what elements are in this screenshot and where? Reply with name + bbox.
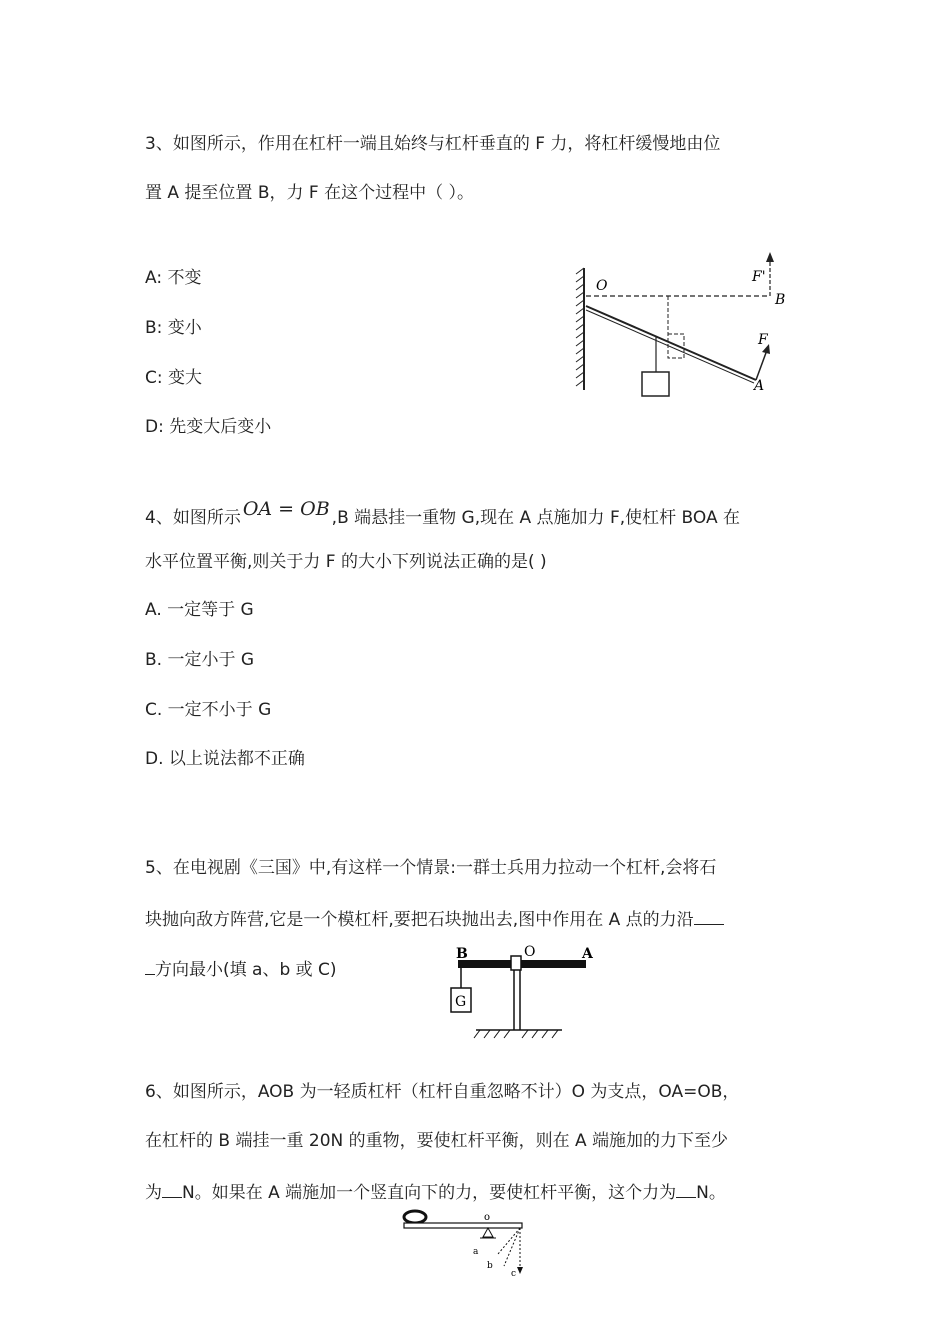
q5-line2-text: 块抛向敌方阵营,它是一个模杠杆,要把石块抛出去,图中作用在 A 点的力沿 [145, 910, 694, 930]
q6-answer-blank-1 [162, 1179, 182, 1198]
q3-label-f-prime: F' [752, 269, 766, 285]
q3-text-line1: 3、如图所示，作用在杠杆一端且始终与杠杆垂直的 F 力，将杠杆缓慢地由位 [145, 134, 721, 154]
q5-text-line3 [145, 956, 337, 982]
q6-lever-figure [400, 1204, 532, 1282]
q3-option-c: C: 变大 [145, 368, 203, 388]
q3-label-a: A [754, 378, 765, 394]
q5-text-line1: 5、在电视剧《三国》中,有这样一个情景:一群士兵用力拉动一个杠杆,会将石 [145, 858, 717, 878]
q5-label-b: B [456, 946, 468, 962]
q6-text-line3 [145, 1179, 726, 1205]
q6-line3-c: N。 [696, 1183, 726, 1203]
q6-label-o: o [484, 1212, 491, 1223]
q6-text-line1: 6、如图所示，AOB 为一轻质杠杆（杠杆自重忽略不计）O 为支点，OA=OB， [145, 1082, 740, 1102]
q4-option-d: D. 以上说法都不正确 [145, 749, 305, 769]
q3-label-o: O [596, 278, 608, 294]
q5-label-a: A [582, 946, 593, 962]
q5-answer-blank-b [145, 956, 155, 975]
q3-label-f: F [758, 332, 768, 348]
q5-lever-figure [440, 944, 600, 1040]
q5-answer-blank-a [694, 906, 724, 925]
q4-line1-pre: 4、如图所示 [145, 508, 241, 528]
q3-option-b: B: 变小 [145, 318, 202, 338]
q4-option-c: C. 一定不小于 G [145, 700, 272, 720]
q3-option-d: D: 先变大后变小 [145, 417, 272, 437]
q6-text-line2: 在杠杆的 B 端挂一重 20N 的重物，要使杠杆平衡，则在 A 端施加的力下至少 [145, 1131, 729, 1151]
q5-text-line2 [145, 906, 724, 932]
q4-option-b: B. 一定小于 G [145, 650, 255, 670]
q6-label-a: a [473, 1247, 479, 1257]
q5-line3-text: 方向最小(填 a、b 或 C) [155, 960, 337, 980]
q6-label-b: b [487, 1261, 493, 1271]
q3-text-line2: 置 A 提至位置 B，力 F 在这个过程中（ ）。 [145, 183, 474, 203]
q6-label-c: c [511, 1269, 517, 1279]
q4-math-oa-ob: OA = OB [242, 498, 330, 520]
q3-label-b: B [775, 292, 786, 308]
q5-label-o: O [524, 944, 536, 960]
q4-text-line2: 水平位置平衡,则关于力 F 的大小下列说法正确的是( ) [145, 552, 547, 572]
q5-label-g: G [455, 994, 467, 1010]
q4-option-a: A. 一定等于 G [145, 600, 254, 620]
q6-answer-blank-2 [676, 1179, 696, 1198]
q6-line3-b: N。如果在 A 端施加一个竖直向下的力，要使杠杆平衡，这个力为 [182, 1183, 677, 1203]
q3-lever-figure [570, 248, 800, 403]
q4-text-line1 [145, 498, 741, 530]
q6-line3-a: 为 [145, 1183, 162, 1203]
q3-option-a: A: 不变 [145, 268, 202, 288]
q4-line1-post: ,B 端悬挂一重物 G,现在 A 点施加力 F,使杠杆 BOA 在 [331, 508, 741, 528]
